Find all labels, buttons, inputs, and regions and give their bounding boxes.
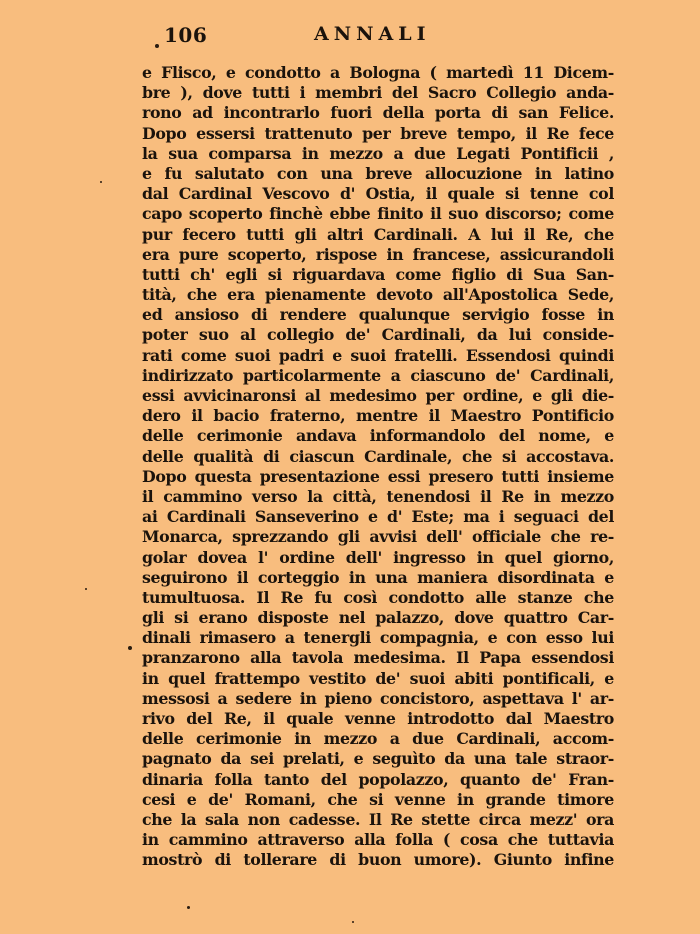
ink-speck bbox=[155, 44, 159, 48]
text-line: ed ansioso di rendere qualunque servigio fosse in bbox=[142, 305, 614, 325]
text-line: pur fecero tutti gli altri Cardinali. A lui il Re, che bbox=[142, 224, 614, 244]
text-line: Dopo essersi trattenuto per breve tempo, il Re fece bbox=[142, 123, 614, 143]
ink-speck bbox=[352, 921, 354, 923]
text-line: dinaria folla tanto del popolazzo, quanto de' Fran- bbox=[142, 769, 614, 789]
text-line: rivo del Re, il quale venne introdotto dal Maestro bbox=[142, 709, 614, 728]
text-line: messosi a sedere in pieno concistoro, aspettava l' ar- bbox=[142, 688, 614, 708]
text-line: tumultuosa. Il Re fu così condotto alle stanze che bbox=[142, 587, 614, 607]
text-line: in cammino attraverso alla folla ( cosa che tuttavia bbox=[142, 830, 614, 850]
text-line: rono ad incontrarlo fuori della porta di san Felice. bbox=[142, 103, 614, 123]
text-line: in quel frattempo vestito de' suoi abiti pontificali, e bbox=[142, 668, 614, 688]
text-line: essi avvicinaronsi al medesimo per ordine, e gli die- bbox=[142, 386, 614, 405]
body-text bbox=[142, 63, 614, 871]
text-line: ai Cardinali Sanseverino e d' Este; ma i seguaci del bbox=[142, 507, 614, 527]
text-line: dero il bacio fraterno, mentre il Maestro Pontificio bbox=[142, 406, 614, 426]
ink-speck bbox=[187, 906, 190, 909]
text-line: tutti ch' egli si riguardava come figlio di Sua San- bbox=[142, 264, 614, 284]
text-line: delle cerimonie andava informandolo del nome, e bbox=[142, 426, 614, 446]
text-line: e fu salutato con una breve allocuzione in latino bbox=[142, 163, 614, 183]
text-line: Dopo questa presentazione essi presero tutti insieme bbox=[142, 466, 614, 486]
running-head: ANNALI bbox=[314, 23, 431, 45]
text-line: gli si erano disposte nel palazzo, dove quattro Car- bbox=[142, 608, 614, 628]
text-line: mostrò di tollerare di buon umore). Giunto infine bbox=[142, 850, 614, 870]
text-line: bre ), dove tutti i membri del Sacro Collegio anda- bbox=[142, 83, 614, 103]
text-line: il cammino verso la città, tenendosi il Re in mezzo bbox=[142, 486, 614, 506]
text-line: dinali rimasero a tenergli compagnia, e con esso lui bbox=[142, 628, 614, 648]
text-line: delle qualità di ciascun Cardinale, che si accostava. bbox=[142, 446, 614, 466]
text-line: cesi e de' Romani, che si venne in grande timore bbox=[142, 789, 614, 809]
ink-speck bbox=[85, 588, 87, 590]
text-line: tità, che era pienamente devoto all'Apostolica Sede, bbox=[142, 285, 614, 305]
text-line: indirizzato particolarmente a ciascuno de' Cardinali, bbox=[142, 365, 614, 385]
text-line: e Flisco, e condotto a Bologna ( martedì 11 Dicem- bbox=[142, 63, 614, 82]
text-line: delle cerimonie in mezzo a due Cardinali, accom- bbox=[142, 729, 614, 749]
text-line: la sua comparsa in mezzo a due Legati Pontificii , bbox=[142, 143, 614, 163]
text-line: poter suo al collegio de' Cardinali, da lui conside- bbox=[142, 325, 614, 345]
text-line: capo scoperto finchè ebbe finito il suo discorso; come bbox=[142, 204, 614, 224]
text-line: Monarca, sprezzando gli avvisi dell' officiale che re- bbox=[142, 527, 614, 547]
text-line: dal Cardinal Vescovo d' Ostia, il quale si tenne col bbox=[142, 184, 614, 204]
text-line: pranzarono alla tavola medesima. Il Papa essendosi bbox=[142, 648, 614, 668]
ink-speck bbox=[100, 181, 102, 183]
text-line: golar dovea l' ordine dell' ingresso in quel giorno, bbox=[142, 547, 614, 567]
text-line: era pure scoperto, rispose in francese, assicurandoli bbox=[142, 244, 614, 264]
text-line: che la sala non cadesse. Il Re stette circa mezz' ora bbox=[142, 809, 614, 829]
text-line: pagnato da sei prelati, e seguìto da una tale straor- bbox=[142, 749, 614, 769]
ink-speck bbox=[128, 646, 132, 650]
page-number: 106 bbox=[164, 23, 208, 47]
text-line: rati come suoi padri e suoi fratelli. Essendosi quindi bbox=[142, 345, 614, 365]
text-line: seguirono il corteggio in una maniera disordinata e bbox=[142, 567, 614, 587]
